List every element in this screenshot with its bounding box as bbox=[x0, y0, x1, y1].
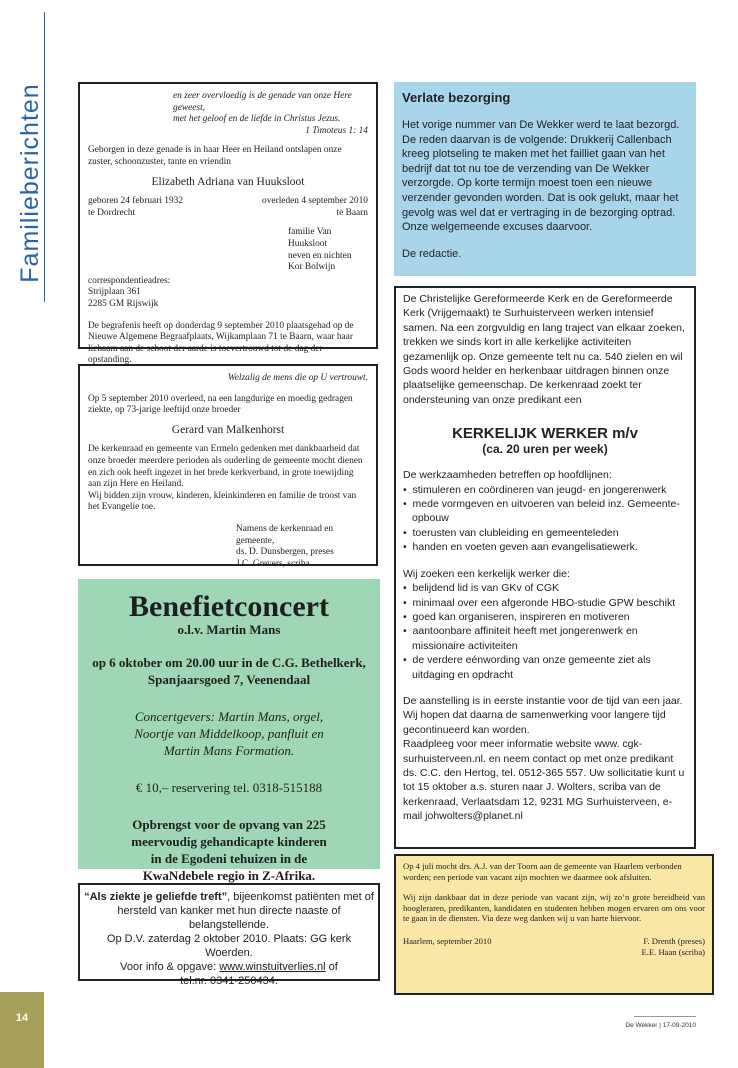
proceeds-line: in de Egodeni tehuizen in de bbox=[150, 851, 308, 866]
signature-line: ds. D. Dunsbergen, preses bbox=[236, 547, 334, 558]
proceeds-line: meervoudig gehandicapte kinderen bbox=[131, 834, 327, 849]
notice-intro: Geborgen in deze genade is in haar Heer en Heiland ontslapen onze zuster, schoonzuster, tante en vriendin bbox=[88, 145, 342, 167]
list-item: • toerusten van clubleiding en gemeenteleden bbox=[403, 526, 687, 540]
list-item: • belijdend lid is van GKv of CGK bbox=[403, 581, 687, 595]
vacancy-contact: Raadpleeg voor meer informatie website www. cgk-surhuisterveen.nl. en neem contact op met onze predikant ds. C.C. den Hertog, tel. 0512-365 557. Uw sollicitatie kunt u tot 15 oktober a.s. sturen naar J. Wolters, scriba van de kerkenraad, Verlaatsdam 12, 9231 MG Surhuisterveen, e-mail johwolters@planet.nl bbox=[403, 738, 685, 823]
haarlem-paragraph-1: Op 4 juli mocht drs. A.J. van der Toorn aan de gemeente van Haarlem verbonden worden; een periode van vacant zijn mochten we daarmee ook afsluiten. bbox=[403, 861, 682, 882]
notice-body: De kerkenraad en gemeente van Ermelo gedenken met dankbaarheid dat onze broeder meerdere perioden als ouderling de gemeente mocht dienen en zich ook heeft ingezet in het brede kerkverband, in grote toewijding aan zijn Here en Heiland. bbox=[88, 444, 363, 490]
illness-meeting-ad bbox=[78, 883, 380, 987]
meeting-title: “Als ziekte je geliefde treft” bbox=[84, 891, 228, 903]
footer-issue: De Wekker | 17-09-2010 bbox=[625, 1022, 696, 1029]
haarlem-paragraph-2: Wij zijn dankbaar dat in deze periode van vacant zijn, wij zo’n grote bereidheid van hoogleraren, predikanten, kandidaten en studenten hebben mogen ervaren om ons voor te gaan in de diensten. Via deze weg danken wij u van harte hiervoor. bbox=[403, 892, 705, 924]
death-date: overleden 4 september 2010 bbox=[262, 196, 368, 207]
vacancy-closing: De aanstelling is in eerste instantie voor de tijd van een jaar. Wij hopen dat daarna de samenwerking voor langere tijd gecontinueerd kan worden. bbox=[403, 694, 683, 736]
vacancy-title: KERKELIJK WERKER m/v bbox=[452, 425, 638, 443]
when-line: op 6 oktober om 20.00 uur in de C.G. Bethelkerk, bbox=[92, 655, 366, 670]
address-line: correspondentieadres: bbox=[88, 275, 171, 286]
birth-place: te Dordrecht bbox=[88, 207, 136, 218]
haarlem-signer: E.E. Haan (scriba) bbox=[641, 946, 705, 957]
haarlem-place-date: Haarlem, september 2010 bbox=[403, 935, 492, 946]
concert-performers bbox=[78, 708, 380, 759]
performer-line: Noortje van Middelkoop, panfluit en bbox=[134, 726, 324, 741]
list-item: • minimaal over een afgeronde HBO-studie GPW beschikt bbox=[403, 596, 687, 610]
family-line: familie Van Huuksloot bbox=[288, 227, 332, 249]
deceased-name: Elizabeth Adriana van Huuksloot bbox=[151, 175, 305, 188]
list-item: • mede vormgeven en uitvoeren van beleid inz. Gemeente-opbouw bbox=[403, 497, 687, 526]
family-signature bbox=[88, 227, 368, 273]
profile-intro: Wij zoeken een kerkelijk werker die: bbox=[403, 567, 570, 580]
meeting-audience: , bijeenkomst patiënten met of hersteld van kanker met hun directe naaste of belangstellende. bbox=[117, 891, 374, 931]
late-delivery-body: Het vorige nummer van De Wekker werd te laat bezorgd. De reden daarvan is de volgende: Drukkerij Callenbach kreeg plotseling te maken met het failliet gaan van het bedrijf dat tot nu toe de verzending van De Wekker verzorgde. Op korte termijn moest toen een nieuwe verzender gevonden worden. Dat is ook gelukt, maar het gevolg was wel dat er vertraging in de bezorging optrad. Onze welgemeende excuses daarvoor. bbox=[402, 119, 680, 234]
notice-wish: Wij bidden zijn vrouw, kinderen, kleinkinderen en familie de troost van het Evangelie toe. bbox=[88, 490, 357, 513]
funeral-text: De begrafenis heeft op donderdag 9 september 2010 plaatsgehad op de Nieuwe Algemene Begraafplaats, Wijkamplaan 71 te Baarn, waar haar lichaam aan de schoot der aarde is toevertrouwd tot de dag der opstanding. bbox=[88, 320, 354, 366]
benefit-concert-ad bbox=[78, 579, 380, 883]
performer-line: Martin Mans Formation. bbox=[163, 743, 295, 758]
meeting-phone: tel.nr. 0341-250434. bbox=[180, 975, 278, 987]
concert-conductor: o.l.v. Martin Mans bbox=[177, 622, 281, 637]
haarlem-thanks-notice bbox=[394, 854, 714, 995]
death-notice-huuksloot bbox=[78, 82, 378, 366]
info-suffix: of bbox=[325, 961, 338, 973]
tasks-intro: De werkzaamheden betreffen op hoofdlijnen: bbox=[403, 469, 612, 482]
birth-date: geboren 24 februari 1932 bbox=[88, 196, 184, 207]
section-title: Familieberichten bbox=[16, 83, 44, 283]
list-item: • handen en voeten geven aan evangelisatiewerk. bbox=[403, 540, 687, 554]
concert-proceeds bbox=[78, 816, 380, 884]
church-signature bbox=[88, 524, 368, 570]
meeting-info bbox=[84, 960, 374, 974]
meeting-description bbox=[84, 890, 374, 932]
vacancy-hours: (ca. 20 uren per week) bbox=[482, 442, 608, 457]
page-number-tab bbox=[0, 992, 44, 1068]
haarlem-signer: F. Drenth (preses) bbox=[643, 935, 705, 946]
late-delivery-notice bbox=[394, 82, 696, 276]
family-line: Kor Bolwijn bbox=[288, 262, 336, 273]
list-item: • aantoonbare affiniteit heeft met jongerenwerk en missionaire activiteiten bbox=[403, 624, 687, 653]
late-delivery-title: Verlate bezorging bbox=[402, 90, 511, 105]
bible-quote-line: en zeer overvloedig is de genade van onze Here geweest, bbox=[173, 91, 352, 113]
deceased-name: Gerard van Malkenhorst bbox=[171, 423, 285, 436]
footer-rule bbox=[634, 1016, 696, 1017]
performer-line: Concertgevers: Martin Mans, orgel, bbox=[134, 709, 324, 724]
job-vacancy-ad bbox=[394, 286, 696, 849]
death-place: te Baarn bbox=[336, 207, 368, 218]
meeting-date-place: Op D.V. zaterdag 2 oktober 2010. Plaats: GG kerk Woerden. bbox=[106, 933, 352, 959]
correspondence-address bbox=[88, 276, 368, 311]
concert-title: Benefietconcert bbox=[129, 590, 329, 623]
proceeds-line: KwaNdebele regio in Z-Afrika. bbox=[142, 868, 316, 883]
list-item: • de verdere eénwording van onze gemeente ziet als uitdaging en opdracht bbox=[403, 653, 687, 682]
concert-when bbox=[78, 654, 380, 688]
address-line: 2285 GM Rijswijk bbox=[88, 298, 159, 309]
info-prefix: Voor info & opgave: bbox=[120, 961, 220, 973]
vacancy-intro: De Christelijke Gereformeerde Kerk en de Gereformeerde Kerk (Vrijgemaakt) te Surhuisterveen werken intensief samen. Na een zorgvuldig en lang traject van elkaar zoeken, trekken we sinds kort in alle kerkelijke activiteiten gezamenlijk op. Onze gemeente telt nu ca. 540 zielen en wil Gods woord helder en herkenbaar uitdragen binnen onze plaatselijke gemeenschap. De kerkenraad zoekt ter ondersteuning van onze predikant een bbox=[403, 293, 685, 406]
bible-quote-ref: 1 Timoteus 1: 14 bbox=[305, 125, 368, 136]
concert-price: € 10,– reservering tel. 0318-515188 bbox=[135, 780, 323, 795]
bible-quote-line: met het geloof en de liefde in Christus Jezus. bbox=[173, 114, 341, 125]
tasks-list bbox=[403, 483, 687, 555]
list-item: • goed kan organiseren, inspireren en motiveren bbox=[403, 610, 687, 624]
family-line: neven en nichten bbox=[288, 250, 352, 261]
profile-list bbox=[403, 581, 687, 682]
late-delivery-sign: De redactie. bbox=[402, 247, 462, 260]
notice-intro: Op 5 september 2010 overleed, na een langdurige en moedig gedragen ziekte, op 73-jarige leeftijd onze broeder bbox=[88, 393, 353, 416]
website-link[interactable]: www.winstuitverlies.nl bbox=[219, 961, 326, 973]
death-notice-malkenhorst bbox=[78, 364, 378, 569]
signature-line: J.C. Grevers, scriba bbox=[236, 558, 310, 569]
address-line: Strijplaan 361 bbox=[88, 287, 141, 298]
signature-line: Namens de kerkenraad en gemeente, bbox=[236, 523, 334, 546]
proceeds-line: Opbrengst voor de opvang van 225 bbox=[132, 817, 326, 832]
list-item: • stimuleren en coördineren van jeugd- en jongerenwerk bbox=[403, 483, 687, 497]
page-number: 14 bbox=[15, 1012, 29, 1024]
when-line: Spanjaarsgoed 7, Veenendaal bbox=[147, 672, 311, 687]
bible-quote: Welzalig de mens die op U vertrouwt. bbox=[227, 373, 368, 383]
